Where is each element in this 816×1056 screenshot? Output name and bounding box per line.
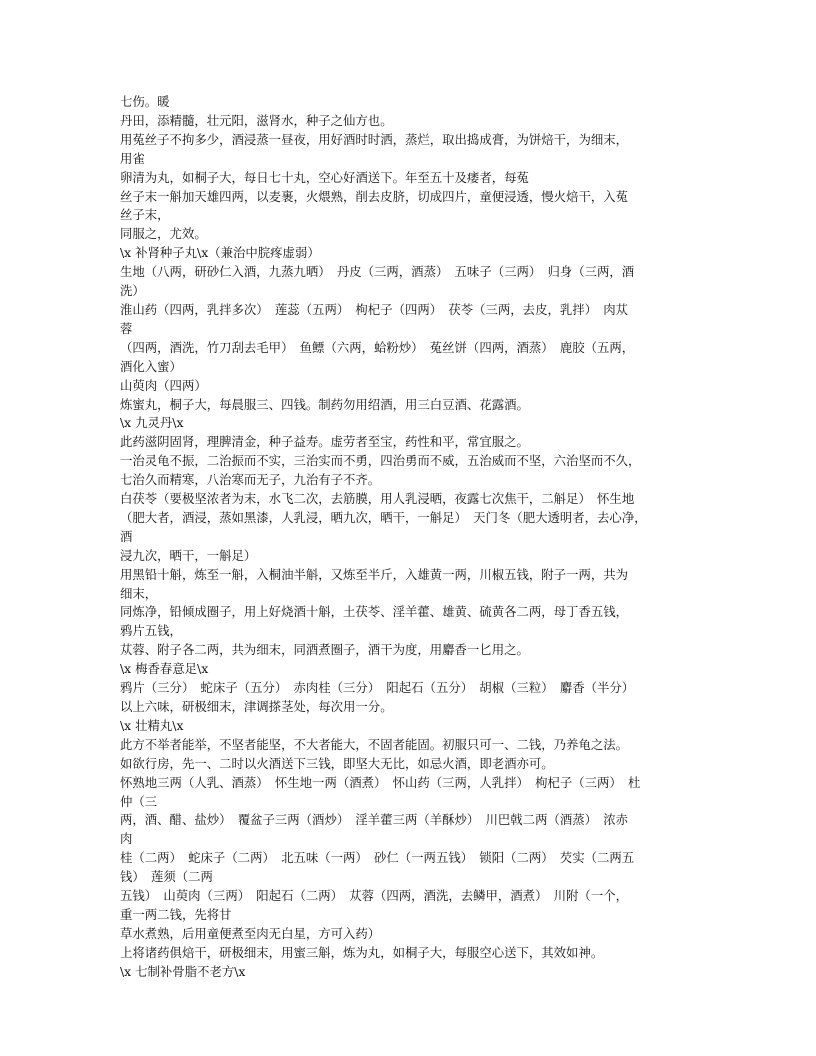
text-line: 以上六味，研极细末，津调搽茎处，每次用一分。: [120, 699, 393, 714]
text-line: 鸦片五钱，: [120, 623, 182, 639]
text-line: 苁蓉、附子各二两，共为细末，同酒煮圈子，酒干为度，用麝香一匕用之。: [120, 642, 529, 658]
text-line: \x 壮精丸\x: [120, 717, 184, 733]
text-line: 怀熟地三两（人乳、酒蒸） 怀生地一两（酒煮） 怀山药（三两，人乳拌） 枸杞子（三两） 杜: [120, 774, 641, 790]
text-line: 五钱） 山萸肉（三两） 阳起石（二两） 苁蓉（四两，酒洗，去鳞甲，酒煮） 川附（一个，: [120, 888, 628, 904]
text-line: \x 九灵丹\x: [120, 415, 184, 431]
text-line: 如欲行房，先一、二时以火酒送下三钱，即坚大无比，如忌火酒，即老酒亦可。: [120, 755, 554, 771]
text-line: 淮山药（四两，乳拌多次） 莲蕊（五两） 枸杞子（四两） 茯苓（三两，去皮，乳拌） 肉苁: [120, 301, 628, 317]
text-line: 一治灵龟不振，二治振而不实，三治实而不勇，四治勇而不威，五治威而不坚，六治坚而不久，: [120, 453, 641, 469]
text-line: 肉: [120, 831, 133, 847]
text-line: 酒: [120, 528, 133, 544]
text-line: 丹田，添精髓，壮元阳，滋肾水，种子之仙方也。: [120, 112, 393, 128]
text-line: 用菟丝子不拘多少，酒浸蒸一昼夜，用好酒时时洒，蒸烂，取出捣成膏，为饼焙干，为细末，: [120, 131, 629, 147]
text-line: 蓉: [120, 320, 133, 336]
text-line: 鸦片（三分） 蛇床子（五分） 赤肉桂（三分） 阳起石（五分） 胡椒（三粒） 麝香（半分）: [120, 680, 635, 696]
text-line: 草水煮熟，后用童便煮至肉无白星，方可入药）: [120, 925, 381, 941]
text-line: 丝子末一斛加天雄四两，以麦裹，火煨熟，削去皮脐，切成四片，童便浸透，慢火焙干，入菟: [120, 188, 629, 204]
text-line: 七治久而精寒，八治寒而无子，九治有子不齐。: [120, 472, 381, 488]
text-line: 卵清为丸，如桐子大，每日七十丸，空心好酒送下。年至五十及痿者，每菟: [120, 169, 529, 185]
text-line: 白茯苓（要极坚浓者为末，水飞二次，去筋膜，用人乳浸晒，夜露七次焦干，二斛足） 怀生地: [120, 491, 635, 507]
text-line: 用黑铅十斛，炼至一斛，入桐油半斛，又炼至半斤，入雄黄一两，川椒五钱，附子一两，共为: [120, 566, 629, 582]
text-line: 生地（八两，研砂仁入酒，九蒸九晒） 丹皮（三两，酒蒸） 五味子（三两） 归身（三两，酒: [120, 264, 635, 280]
text-line: 此药滋阴固肾，理脾清金，种子益寿。虚劳者至宝，药性和平，常宜服之。: [120, 434, 529, 450]
text-line: 细末，: [120, 585, 158, 601]
text-line: 两，酒、醋、盐炒） 覆盆子三两（酒炒） 淫羊藿三两（羊酥炒） 川巴戟二两（酒蒸） 浓赤: [120, 812, 628, 828]
text-line: 此方不举者能举，不坚者能坚，不大者能大，不固者能固。初服只可一、二钱，乃养龟之法。: [120, 736, 629, 752]
text-line: 用雀: [120, 150, 145, 166]
text-line: 仲（三: [120, 793, 158, 809]
text-line: 同炼净，铅倾成圈子，用上好烧酒十斛，土茯苓、淫羊藿、雄黄、硫黄各二两，母丁香五钱，: [120, 604, 629, 620]
text-line: 酒化入蜜）: [120, 358, 182, 374]
text-line: \x 七制补骨脂不老方\x: [120, 963, 246, 979]
text-line: 山萸肉（四两）: [120, 377, 207, 393]
text-line: 桂（二两） 蛇床子（二两） 北五味（一两） 砂仁（一两五钱） 锁阳（二两） 芡实（二两五: [120, 850, 635, 866]
text-line: 七伤。暖: [120, 94, 170, 109]
text-line: 丝子末，: [120, 207, 170, 223]
text-line: 同服之，尤效。: [120, 226, 207, 242]
text-line: 浸九次，晒干，一斛足）: [120, 547, 257, 563]
text-line: 重一两二钱，先将甘: [120, 906, 232, 922]
text-line: \x 补肾种子丸\x（兼治中脘疼虚弱）: [120, 245, 320, 261]
text-line: （肥大者，酒浸，蒸如黑漆，人乳浸，晒九次，晒干，一斛足） 天门冬（肥大透明者，去心净，: [120, 509, 647, 525]
text-line: 钱） 莲须（二两: [120, 869, 213, 885]
text-line: \x 梅香春意足\x: [120, 661, 209, 677]
text-line: 上将诸药俱焙干，研极细末，用蜜三斛，炼为丸，如桐子大，每服空心送下，其效如神。: [120, 944, 604, 960]
document-page: [120, 93, 700, 982]
text-line: 炼蜜丸，桐子大，每晨服三、四钱。制药勿用绍酒，用三白豆酒、花露酒。: [120, 396, 529, 412]
text-line: （四两，酒洗，竹刀刮去毛甲） 鱼鳔（六两，蛤粉炒） 菟丝饼（四两，酒蒸） 鹿胶（五两，: [120, 339, 635, 355]
text-line: 洗）: [120, 283, 145, 299]
